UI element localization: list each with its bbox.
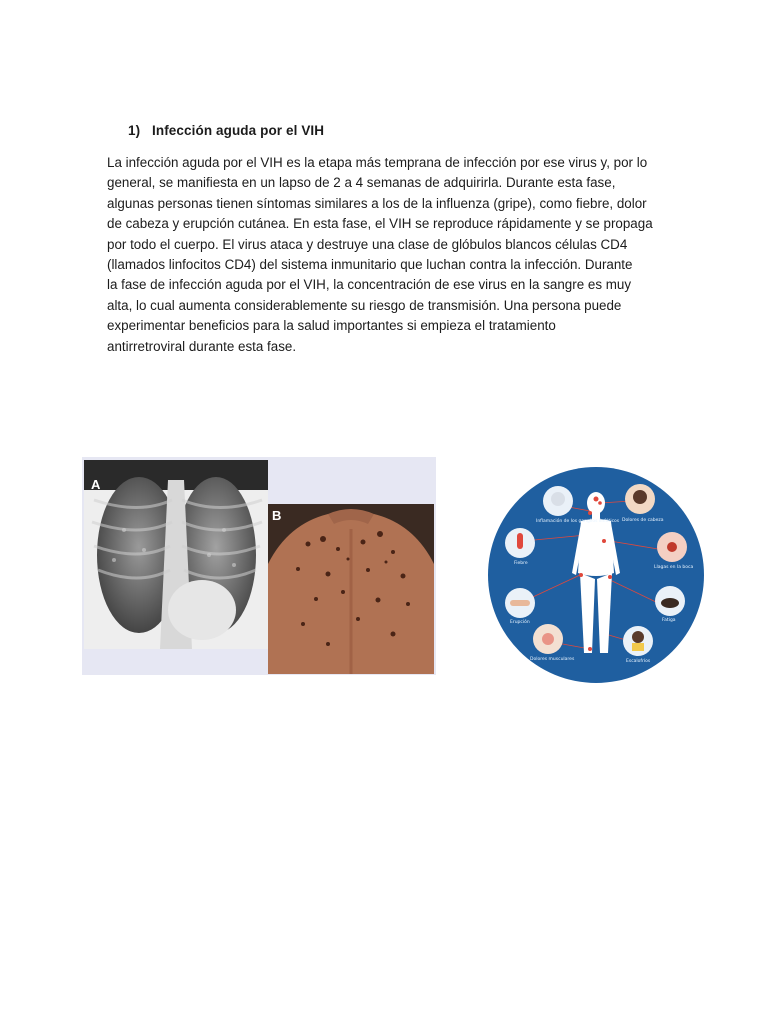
paragraph-line: alta, lo cual aumenta considerablemente su riesgo de transmisión. Una persona puede [107, 297, 622, 313]
panel-label-b: B [272, 508, 282, 523]
clinical-images-figure [82, 457, 436, 675]
back-lesions-image [268, 504, 434, 674]
symptom-label: Erupción [510, 620, 530, 625]
paragraph-line: La infección aguda por el VIH es la etapa más temprana de infección por ese virus y, por lo [107, 155, 648, 170]
paragraph-line: de cabeza y erupción cutánea. En esta fase, el VIH se reproduce rápidamente y se propaga [107, 216, 653, 232]
paragraph-line: general, se manifiesta en un lapso de 2 a 4 semanas de adquirirla. Durante esta fase, [107, 175, 616, 191]
symptom-label: Llagas en la boca [654, 565, 694, 570]
panel-label-a: A [91, 477, 101, 492]
symptom-label: Dolores musculares [530, 657, 575, 662]
symptom-label: Inflamación de los ganglios linfáticos [536, 519, 620, 524]
paragraph-line: experimentar beneficios para la salud importantes si empieza el tratamiento [107, 318, 556, 334]
paragraph-line: la fase de infección aguda por el VIH, la concentración de ese virus en la sangre es muy [107, 277, 632, 293]
symptom-label: Fiebre [514, 561, 528, 566]
chest-xray-image [84, 460, 268, 649]
section-title: Infección aguda por el VIH [152, 123, 325, 138]
section-number: 1) [128, 123, 141, 138]
paragraph-line: (llamados linfocitos CD4) del sistema inmunitario que luchan contra la infección. Durante [107, 257, 633, 273]
symptoms-infographic [486, 463, 706, 688]
body-paragraph [107, 153, 667, 357]
symptom-label: Dolores de cabeza [622, 518, 664, 523]
symptom-label: Fatiga [662, 618, 676, 623]
paragraph-line: por todo el cuerpo. El virus ataca y destruye una clase de glóbulos blancos células CD4 [107, 236, 628, 252]
section-heading [128, 123, 324, 138]
paragraph-line: antirretroviral durante esta fase. [107, 338, 297, 354]
paragraph-line: algunas personas tienen síntomas similares a los de la influenza (gripe), como fiebre, dolor [107, 195, 647, 211]
symptom-label: Escalofríos [626, 659, 651, 664]
